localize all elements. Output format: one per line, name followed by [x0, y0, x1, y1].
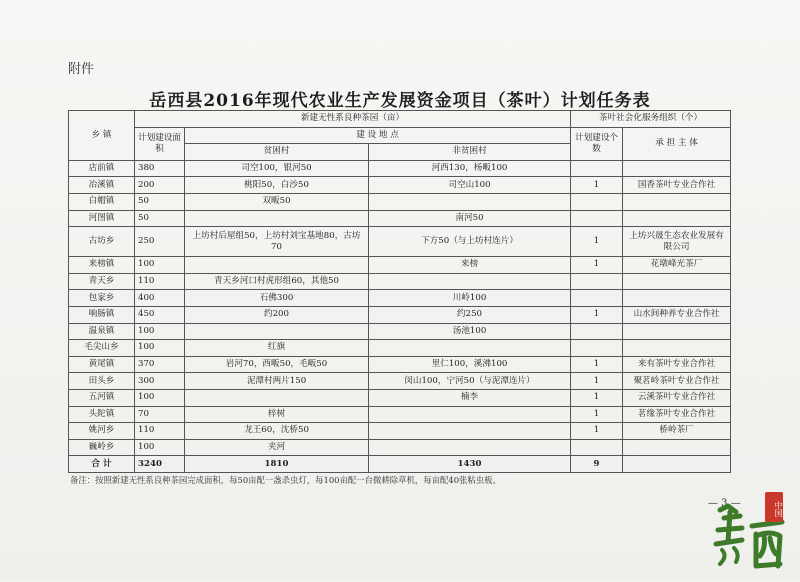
plan-area-cell: 100 [135, 257, 185, 274]
plan-count-cell: 1 [571, 406, 623, 423]
total-count-cell: 9 [571, 456, 623, 473]
undertaker-cell [623, 210, 731, 227]
undertaker-cell: 上坊兴晟生态农业发展有限公司 [623, 227, 731, 257]
poor-village-cell [185, 323, 369, 340]
non-poor-village-cell: 来榜 [369, 257, 571, 274]
poor-village-cell: 约200 [185, 306, 369, 323]
plan-table [68, 110, 731, 473]
non-poor-village-cell: 汤池100 [369, 323, 571, 340]
table-row [69, 160, 731, 177]
non-poor-village-cell [369, 340, 571, 357]
undertaker-cell [623, 340, 731, 357]
township-cell: 冶溪镇 [69, 177, 135, 194]
header-row-2 [69, 127, 731, 144]
table-row [69, 373, 731, 390]
plan-count-cell [571, 290, 623, 307]
header-social-service: 茶叶社会化服务组织（个） [571, 111, 731, 128]
undertaker-cell: 花墩峰光茶厂 [623, 257, 731, 274]
plan-count-cell [571, 340, 623, 357]
table-row [69, 257, 731, 274]
plan-count-cell [571, 193, 623, 210]
plan-area-cell: 200 [135, 177, 185, 194]
footnote: 备注：按照新建无性系良种茶园完成面积，每50亩配一盏杀虫灯，每100亩配一台微耕除草机，每亩配40张粘虫板。 [70, 475, 501, 485]
township-cell: 包家乡 [69, 290, 135, 307]
undertaker-cell [623, 439, 731, 456]
plan-count-cell: 1 [571, 177, 623, 194]
total-row [69, 456, 731, 473]
non-poor-village-cell: 里仁100，溪沸100 [369, 356, 571, 373]
non-poor-village-cell: 闵山100，宁河50（与泥潭连片） [369, 373, 571, 390]
table-row [69, 193, 731, 210]
plan-area-cell: 110 [135, 423, 185, 440]
plan-area-cell: 300 [135, 373, 185, 390]
poor-village-cell: 桃阳50，白沙50 [185, 177, 369, 194]
header-undertaker: 承 担 主 体 [623, 127, 731, 160]
poor-village-cell [185, 389, 369, 406]
undertaker-cell: 聚茗岭茶叶专业合作社 [623, 373, 731, 390]
total-nonpoor-cell: 1430 [369, 456, 571, 473]
poor-village-cell: 红旗 [185, 340, 369, 357]
plan-count-cell [571, 210, 623, 227]
table-row [69, 177, 731, 194]
table-row [69, 439, 731, 456]
plan-count-cell: 1 [571, 356, 623, 373]
poor-village-cell: 石佛300 [185, 290, 369, 307]
table-row [69, 340, 731, 357]
table-row [69, 389, 731, 406]
table-row [69, 273, 731, 290]
plan-area-cell: 100 [135, 323, 185, 340]
table-row [69, 306, 731, 323]
plan-count-cell [571, 323, 623, 340]
non-poor-village-cell: 司空山100 [369, 177, 571, 194]
non-poor-village-cell: 南河50 [369, 210, 571, 227]
township-cell: 姚河乡 [69, 423, 135, 440]
township-cell: 头陀镇 [69, 406, 135, 423]
table-row [69, 210, 731, 227]
undertaker-cell: 山水间种养专业合作社 [623, 306, 731, 323]
undertaker-cell: 来有茶叶专业合作社 [623, 356, 731, 373]
total-org-cell [623, 456, 731, 473]
township-cell: 田头乡 [69, 373, 135, 390]
non-poor-village-cell: 川岭100 [369, 290, 571, 307]
header-non-poor-village: 非贫困村 [369, 144, 571, 161]
poor-village-cell: 泥潭村两片150 [185, 373, 369, 390]
poor-village-cell [185, 210, 369, 227]
header-township: 乡 镇 [69, 111, 135, 161]
undertaker-cell [623, 273, 731, 290]
plan-count-cell: 1 [571, 389, 623, 406]
undertaker-cell: 桥岭茶厂 [623, 423, 731, 440]
plan-count-cell: 1 [571, 227, 623, 257]
table-row [69, 227, 731, 257]
plan-area-cell: 100 [135, 389, 185, 406]
poor-village-cell: 青天乡河口村虎形组60，其他50 [185, 273, 369, 290]
non-poor-village-cell: 下方50（与上坊村连片） [369, 227, 571, 257]
poor-village-cell: 上坊村后屋组50，上坊村刘宝基地80，古坊70 [185, 227, 369, 257]
plan-area-cell: 100 [135, 340, 185, 357]
plan-count-cell: 1 [571, 373, 623, 390]
plan-area-cell: 380 [135, 160, 185, 177]
undertaker-cell [623, 160, 731, 177]
china-seal-icon: 中国 [765, 492, 783, 522]
poor-village-cell [185, 257, 369, 274]
plan-count-cell: 1 [571, 423, 623, 440]
non-poor-village-cell [369, 439, 571, 456]
table-row [69, 423, 731, 440]
yuexi-logo [706, 490, 796, 578]
header-plan-count: 计划建设个数 [571, 127, 623, 160]
plan-count-cell [571, 273, 623, 290]
plan-count-cell [571, 439, 623, 456]
township-cell: 毛尖山乡 [69, 340, 135, 357]
poor-village-cell: 司空100，银河50 [185, 160, 369, 177]
township-cell: 青天乡 [69, 273, 135, 290]
plan-area-cell: 100 [135, 439, 185, 456]
table-row [69, 406, 731, 423]
header-poor-village: 贫困村 [185, 144, 369, 161]
header-plan-area: 计划建设面积 [135, 127, 185, 160]
non-poor-village-cell [369, 193, 571, 210]
plan-area-cell: 50 [135, 193, 185, 210]
table-row [69, 356, 731, 373]
township-cell: 古坊乡 [69, 227, 135, 257]
non-poor-village-cell [369, 273, 571, 290]
plan-area-cell: 70 [135, 406, 185, 423]
plan-count-cell: 1 [571, 306, 623, 323]
township-cell: 店前镇 [69, 160, 135, 177]
plan-area-cell: 50 [135, 210, 185, 227]
total-label-cell: 合 计 [69, 456, 135, 473]
non-poor-village-cell [369, 406, 571, 423]
non-poor-village-cell: 河西130，杨畈100 [369, 160, 571, 177]
poor-village-cell: 夹河 [185, 439, 369, 456]
undertaker-cell [623, 290, 731, 307]
township-cell: 温泉镇 [69, 323, 135, 340]
non-poor-village-cell [369, 423, 571, 440]
plan-area-cell: 110 [135, 273, 185, 290]
plan-count-cell: 1 [571, 257, 623, 274]
township-cell: 响肠镇 [69, 306, 135, 323]
undertaker-cell [623, 323, 731, 340]
plan-area-cell: 400 [135, 290, 185, 307]
township-cell: 河图镇 [69, 210, 135, 227]
township-cell: 五河镇 [69, 389, 135, 406]
total-area-cell: 3240 [135, 456, 185, 473]
header-new-garden: 新建无性系良种茶园（亩） [135, 111, 571, 128]
plan-count-cell [571, 160, 623, 177]
poor-village-cell: 双畈50 [185, 193, 369, 210]
township-cell: 黄尾镇 [69, 356, 135, 373]
undertaker-cell: 茗缘茶叶专业合作社 [623, 406, 731, 423]
township-cell: 来榜镇 [69, 257, 135, 274]
township-cell: 巍岭乡 [69, 439, 135, 456]
undertaker-cell: 云溪茶叶专业合作社 [623, 389, 731, 406]
attachment-label: 附件 [68, 62, 95, 77]
page-number: — 3 — [708, 498, 741, 509]
poor-village-cell: 岩河70，西畈50，毛畈50 [185, 356, 369, 373]
plan-area-cell: 250 [135, 227, 185, 257]
page-title: 岳西县2016年现代农业生产发展资金项目（茶叶）计划任务表 [149, 91, 651, 111]
plan-area-cell: 450 [135, 306, 185, 323]
total-poor-cell: 1810 [185, 456, 369, 473]
poor-village-cell: 梓树 [185, 406, 369, 423]
non-poor-village-cell: 约250 [369, 306, 571, 323]
non-poor-village-cell: 楠李 [369, 389, 571, 406]
undertaker-cell [623, 193, 731, 210]
table-row [69, 290, 731, 307]
poor-village-cell: 龙王60，沈桥50 [185, 423, 369, 440]
township-cell: 白帽镇 [69, 193, 135, 210]
undertaker-cell: 国香茶叶专业合作社 [623, 177, 731, 194]
table-row [69, 323, 731, 340]
header-location: 建 设 地 点 [185, 127, 571, 144]
plan-area-cell: 370 [135, 356, 185, 373]
header-row-1 [69, 111, 731, 128]
